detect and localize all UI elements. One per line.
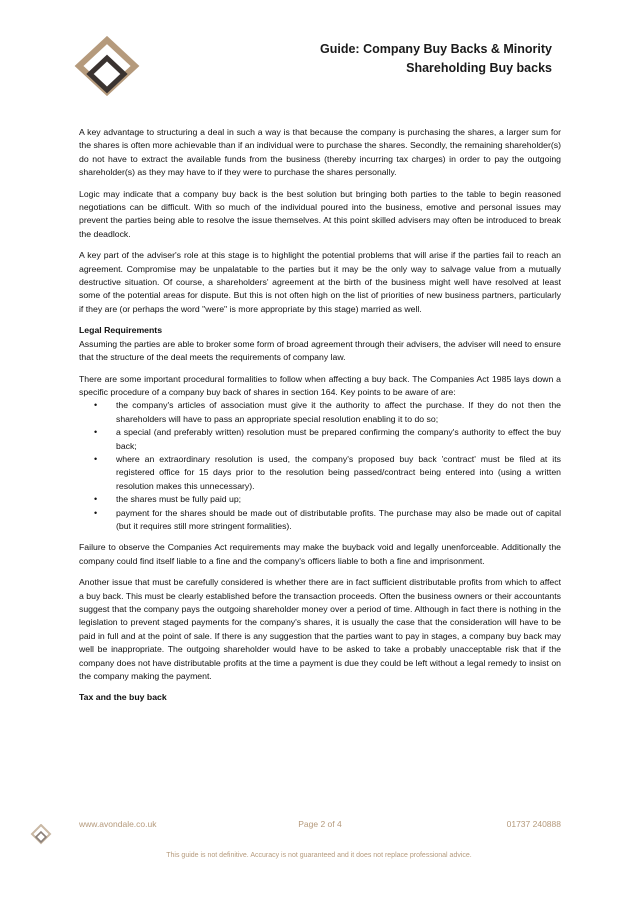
list-item: • a special (and preferably written) resolution must be prepared confirming the company's authority to effect the buy back; [79, 426, 561, 453]
footer-phone: 01737 240888 [506, 819, 561, 829]
paragraph-distributable-profits: Another issue that must be carefully considered is whether there are in fact sufficient distributable profits from which to affect a buy back. This must be clearly established before the transaction proceeds. Often the business owners or their accountants suggest that the company pays the outgoing shareholder money over a period of time. Although in fact there is nothing in the legislation to prevent staged payments for the company's shares, it is usually the case that the consideration will have to be paid in full and at the point of sale. If there is any suggestion that the parties want to pay in stages, a company buy back may well be inappropriate. The outgoing shareholder would have to be asked to take a probably unacceptable risk that if the company does not have distributable profits at the time a payment is due they could be left without a legal remedy to insist on the company making the payment. [79, 577, 561, 682]
tax-heading: Tax and the buy back [79, 692, 167, 703]
footer-website-link[interactable]: www.avondale.co.uk [79, 819, 157, 829]
document-title [320, 40, 552, 78]
legal-requirements-heading: Legal Requirements [79, 325, 163, 336]
avondale-small-logo-icon [30, 824, 52, 846]
page-footer [79, 819, 561, 833]
list-item: • the company's articles of association must give it the authority to affect the purchase. If they do not then the shareholders will have to pass an appropriate special resolution enabling it to do so; [79, 399, 561, 426]
paragraph-procedural: There are some important procedural formalities to follow when affecting a buy back. The Companies Act 1985 lays down a specific procedure of a company buy back of shares in section 164. Key points to be aware of are: [79, 373, 561, 397]
footer-disclaimer: This guide is not definitive. Accuracy is not guaranteed and it does not replace professional advice. [166, 852, 472, 859]
avondale-logo-icon [74, 36, 140, 104]
list-item: • where an extraordinary resolution is used, the company's proposed buy back 'contract' must be filed at its registered office for 15 days prior to the resolution being passed/contract being entered into (using a written resolution makes this unnecessary). [79, 453, 561, 493]
footer-page-number: Page 2 of 4 [298, 819, 342, 829]
paragraph-broker-agreement: Assuming the parties are able to broker some form of broad agreement through their advisers, the adviser will need to ensure that the structure of the deal meets the requirements of company law. [79, 338, 561, 363]
paragraph-failure: Failure to observe the Companies Act requirements may make the buyback void and legally unenforceable. Additionally the company could find itself liable to a fine and the company's officers liable to both a fine and imprisonment. [79, 542, 561, 566]
title-line-2: Shareholding Buy backs [406, 61, 552, 75]
paragraph-advantage: A key advantage to structuring a deal in such a way is that because the company is purchasing the shares, a larger sum for the shares is often more achievable than if an individual were to purchase the shares. Secondly, the remaining shareholder(s) do not have to extract the available funds from the business (thereby incurring tax charges) in order to pay the outgoing shareholder(s) as they may have to if they were to purchase the shares personally. [79, 127, 561, 178]
document-body [79, 126, 561, 705]
paragraph-adviser-role: A key part of the adviser's role at this stage is to highlight the potential problems that will arise if the parties fail to reach an agreement. Compromise may be unpalatable to the parties but it may be the only way to salvage value from a mutually destructive situation. Of course, a shareholders' agreement at the birth of the business might well have resolved at least some of the potential areas for dispute. But this is not often high on the list of priorities of new business partners, particularly if they are (or perhaps the word "were" is more appropriate by this stage) married as well. [79, 250, 561, 314]
list-item: • payment for the shares should be made out of distributable profits. The purchase may also be made out of capital (but it requires still more stringent formalities). [79, 507, 561, 534]
list-item: • the shares must be fully paid up; [79, 493, 561, 506]
title-line-1: Guide: Company Buy Backs & Minority [320, 42, 552, 56]
footer-logo [30, 824, 52, 846]
company-logo [74, 36, 140, 104]
paragraph-logic: Logic may indicate that a company buy back is the best solution but bringing both parties to the table to begin reasoned negotiations can be difficult. With so much of the individual poured into the business, emotive and personal issues may prevent the parties being able to resolve the issue themselves. At this point skilled advisers may often be introduced to break the deadlock. [79, 188, 561, 239]
key-points-list [79, 399, 561, 533]
